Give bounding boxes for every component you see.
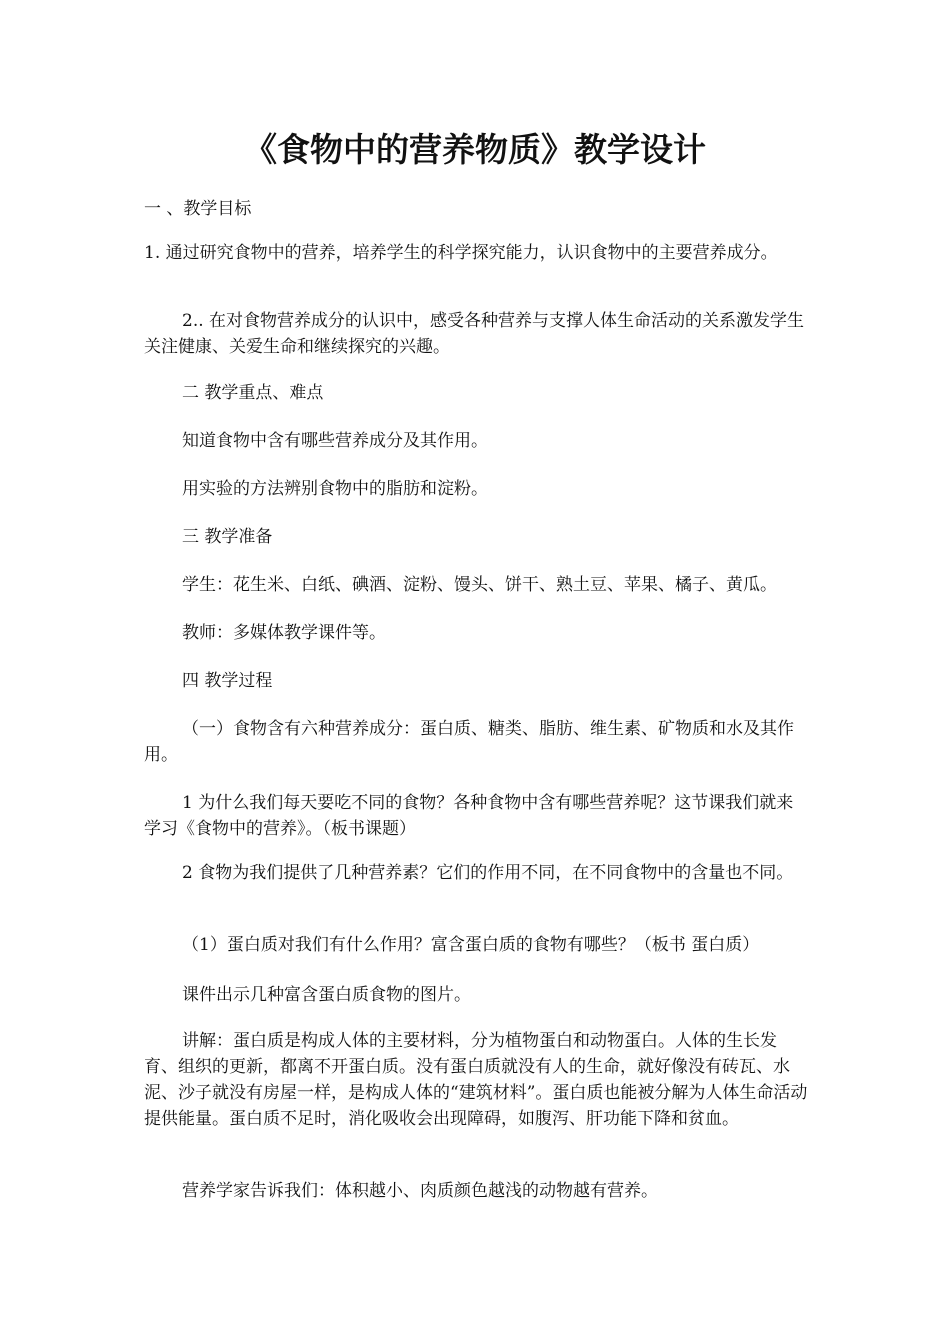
- section-heading-objectives: 一 、教学目标: [144, 199, 252, 219]
- paragraph-protein-question: （1）蛋白质对我们有什么作用？富含蛋白质的食物有哪些？（板书 蛋白质）: [182, 935, 760, 955]
- paragraph-question-1: 1 为什么我们每天要吃不同的食物？各种食物中含有哪些营养呢？这节课我们就来学习《食物中的营养》。（板书课题）: [144, 793, 794, 839]
- paragraph-objective-2: 2.. 在对食物营养成分的认识中，感受各种营养与支撑人体生命活动的关系激发学生关注健康、关爱生命和继续探究的兴趣。: [144, 311, 805, 357]
- section-heading-process: 四 教学过程: [182, 671, 273, 691]
- paragraph-key-point-1: 知道食物中含有哪些营养成分及其作用。: [182, 431, 488, 451]
- paragraph-protein-explanation: 讲解：蛋白质是构成人体的主要材料，分为植物蛋白和动物蛋白。人体的生长发育、组织的更新，都离不开蛋白质。没有蛋白质就没有人的生命，就好像没有砖瓦、水泥、沙子就没有房屋一样，是构成人体的“建筑材料”。蛋白质也能被分解为人体生命活动提供能量。蛋白质不足时，消化吸收会出现障碍，如腹泻、肝功能下降和贫血。: [144, 1031, 808, 1129]
- paragraph-objective-1: 1. 通过研究食物中的营养，培养学生的科学探究能力，认识食物中的主要营养成分。: [144, 243, 778, 263]
- paragraph-six-nutrients: （一）食物含有六种营养成分：蛋白质、糖类、脂肪、维生素、矿物质和水及其作用。: [144, 719, 794, 765]
- document-title: 《食物中的营养物质》教学设计: [244, 130, 706, 169]
- section-heading-preparation: 三 教学准备: [182, 527, 273, 547]
- paragraph-question-2: 2 食物为我们提供了几种营养素？它们的作用不同，在不同食物中的含量也不同。: [182, 863, 794, 883]
- paragraph-courseware-images: 课件出示几种富含蛋白质食物的图片。: [182, 985, 471, 1005]
- paragraph-nutritionist-note: 营养学家告诉我们：体积越小、肉质颜色越浅的动物越有营养。: [182, 1181, 658, 1201]
- paragraph-student-materials: 学生：花生米、白纸、碘酒、淀粉、馒头、饼干、熟土豆、苹果、橘子、黄瓜。: [182, 575, 777, 595]
- paragraph-key-point-2: 用实验的方法辨别食物中的脂肪和淀粉。: [182, 479, 488, 499]
- section-heading-key-points: 二 教学重点、难点: [182, 383, 324, 403]
- paragraph-teacher-materials: 教师：多媒体教学课件等。: [182, 623, 386, 643]
